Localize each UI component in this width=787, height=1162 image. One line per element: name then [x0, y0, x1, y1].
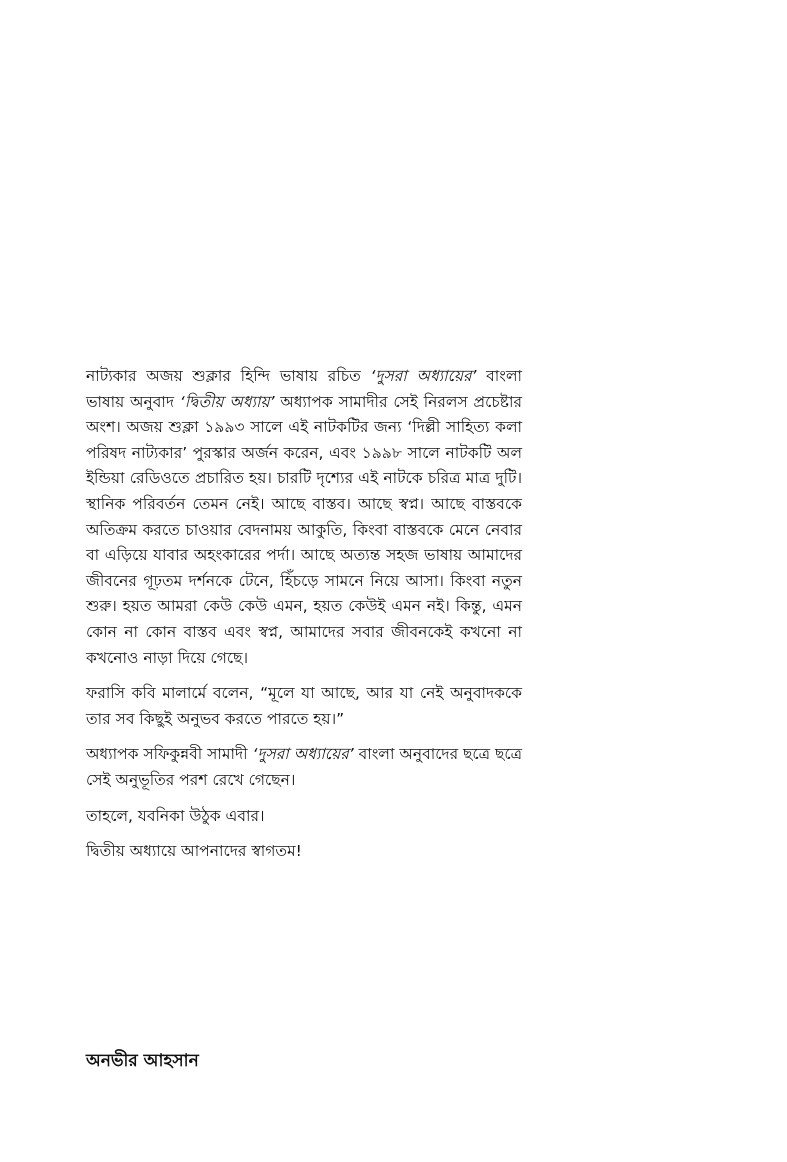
paragraph-1-part-5: অধ্যাপক সামাদীর সেই নিরলস প্রচেষ্টার অংশ। অজয় শুক্লা ১৯৯৩ সালে এই নাটকটির জন্য ‘দিল্লী সাহিত্য কলা পরিষদ নাট্যকার’ পুরস্কার অর্জন করেন, এবং ১৯৯৮ সালে নাটকটি অল ইন্ডিয়া রেডিওতে প্রচারিত হয়। চারটি দৃশ্যের এই নাটকে চরিত্র মাত্র দুটি। স্থানিক পরিবর্তন তেমন নেই। আছে বাস্তব। আছে স্বপ্ন। আছে বাস্তবকে অতিক্রম করতে চাওয়ার বেদনাময় আকুতি, কিংবা বাস্তবকে মেনে নেবার বা এড়িয়ে যাবার অহংকারের পর্দা। আছে অত্যন্ত সহজ ভাষায় আমাদের জীবনের গূঢ়তম দর্শনকে টেনে, হিঁচড়ে সামনে নিয়ে আসা। কিংবা নতুন শুরু। হয়ত আমরা কেউ কেউ এমন, হয়ত কেউই এমন নই। কিন্তু, এমন কোন না কোন বাস্তব এবং স্বপ্ন, আমাদের সবার জীবনকেই কখনো না কখনোও নাড়া দিয়ে গেছে। — [86, 392, 522, 667]
preface-text — [86, 364, 522, 875]
italic-title-dwitiyo-adhyay: ‘দ্বিতীয় অধ্যায়’ — [179, 392, 275, 411]
paragraph-5-text: দ্বিতীয় অধ্যায়ে আপনাদের স্বাগতম! — [86, 842, 302, 861]
paragraph-1-part-1: নাট্যকার অজয় শুক্লার হিন্দি ভাষায় রচিত — [86, 367, 371, 385]
paragraph-4 — [86, 804, 522, 830]
italic-title-dusra-adhyay: ‘দুসরা অধ্যায়ের’ — [370, 367, 477, 385]
author-signature: অনভীর আহসান — [86, 1051, 199, 1071]
paragraph-5 — [86, 839, 522, 865]
paragraph-4-text: তাহলে, যবনিকা উঠুক এবার। — [86, 806, 265, 825]
italic-title-dusra-adhyay-2: ‘দুসরা অধ্যায়ের’ — [252, 745, 354, 764]
paragraph-2 — [86, 681, 522, 732]
paragraph-1-part-3: বাংলা ভাষায় অনুবাদ — [86, 367, 523, 411]
paragraph-3-part-1: অধ্যাপক সফিকুন্নবী সামাদী — [86, 745, 253, 764]
paragraph-1 — [86, 364, 522, 671]
paragraph-3-part-3: বাংলা অনুবাদের ছত্রে ছত্রে সেই অনুভূতির পরশ রেখে গেছেন। — [86, 745, 523, 789]
paragraph-3 — [86, 742, 522, 793]
paragraph-2-quote: ফরাসি কবি মালার্মে বলেন, “মূলে যা আছে, আর যা নেই অনুবাদককে তার সব কিছুই অনুভব করতে পারতে হয়।” — [86, 684, 522, 728]
